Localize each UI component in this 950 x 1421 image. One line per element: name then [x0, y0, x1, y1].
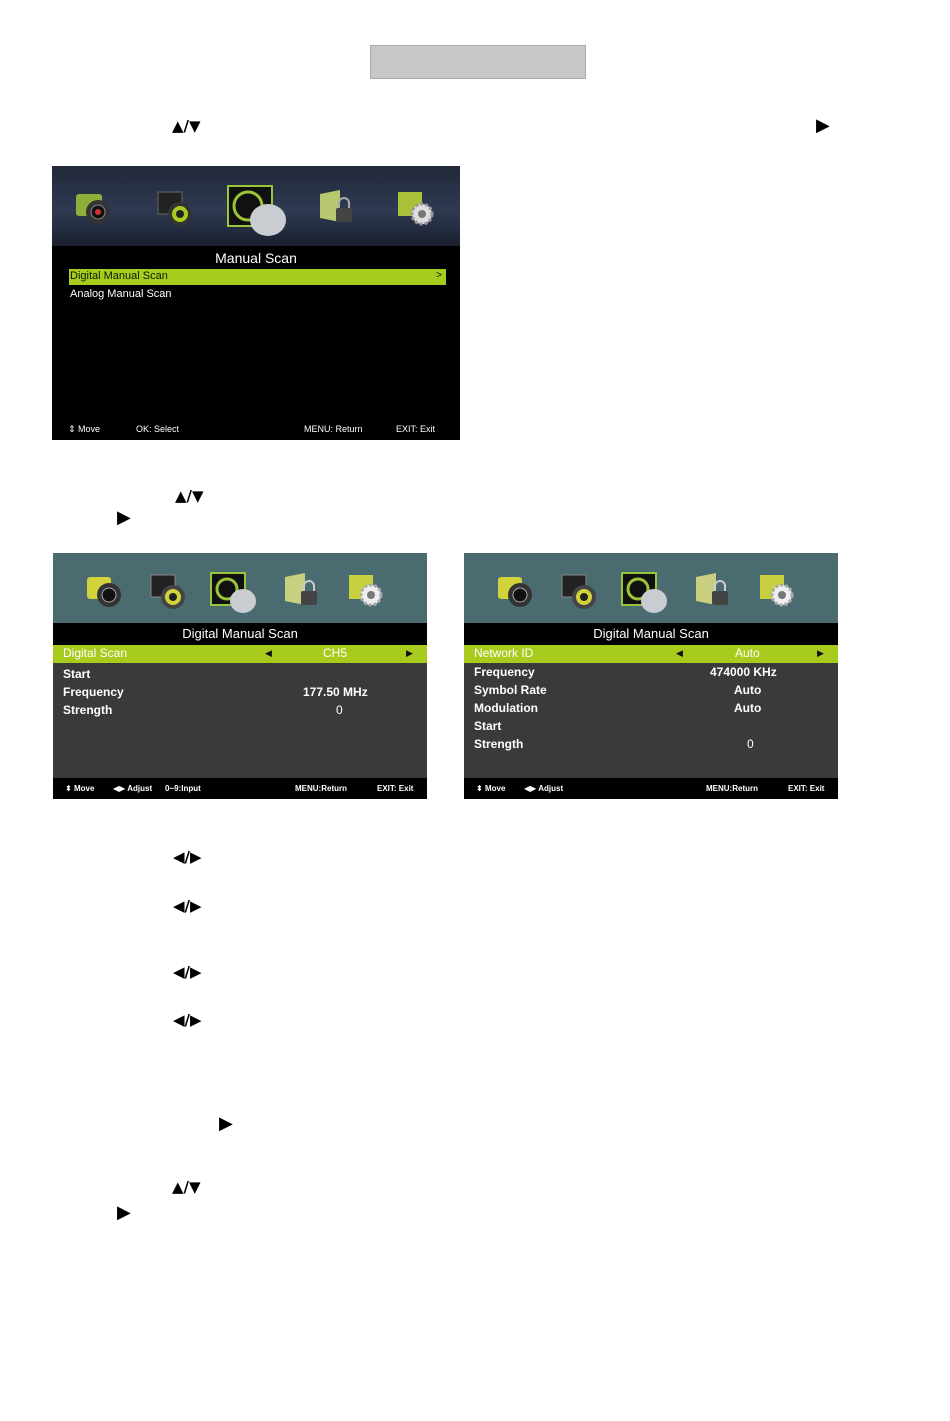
sound-icon[interactable] — [156, 188, 196, 228]
setup-icon[interactable] — [396, 188, 436, 228]
picture-icon[interactable] — [74, 188, 114, 228]
exit-hint: EXIT: Exit — [396, 424, 436, 434]
menu-icon-bar — [52, 166, 460, 246]
menu-icon-bar — [464, 553, 838, 623]
up-down-arrows-icon: ▲/▼ — [172, 1178, 201, 1196]
adjust-hint: ◀▶ Adjust — [524, 784, 564, 793]
settings-panel — [53, 663, 427, 778]
strength-label: Strength — [474, 737, 524, 751]
page-title: Digital Manual Scan — [593, 626, 709, 641]
right-arrow-icon: ▶ — [219, 1113, 233, 1134]
exit-hint: EXIT: Exit — [377, 784, 414, 793]
channel-icon[interactable] — [226, 180, 288, 238]
network-id-selector[interactable] — [464, 645, 838, 663]
chevron-right-icon: > — [436, 270, 442, 281]
menu-item-analog-manual-scan[interactable]: Analog Manual Scan — [70, 288, 172, 300]
start-row[interactable]: Start — [63, 667, 91, 681]
strength-label: Strength — [63, 703, 113, 717]
right-arrow-icon: ▶ — [117, 507, 131, 528]
frequency-label: Frequency — [63, 685, 124, 699]
selector-label: Network ID — [474, 646, 534, 660]
strength-value: 0 — [336, 703, 343, 717]
sound-icon[interactable] — [149, 571, 189, 611]
setup-icon[interactable] — [758, 571, 798, 611]
lock-icon[interactable] — [316, 188, 356, 228]
symbol-rate-label: Symbol Rate — [474, 683, 547, 697]
page-title: Manual Scan — [215, 250, 297, 266]
symbol-rate-value[interactable]: Auto — [734, 683, 762, 697]
strength-value: 0 — [747, 737, 754, 751]
channel-icon[interactable] — [620, 569, 670, 615]
arrow-left-icon[interactable]: ◀ — [676, 648, 683, 658]
arrow-right-icon[interactable]: ▶ — [406, 648, 413, 658]
menu-item-label: Digital Manual Scan — [70, 270, 168, 282]
up-down-arrows-icon: ▲/▼ — [172, 117, 201, 135]
exit-hint: EXIT: Exit — [788, 784, 825, 793]
selector-label: Digital Scan — [63, 646, 128, 660]
move-hint: ⇕ Move — [68, 424, 101, 434]
adjust-hint: ◀▶ Adjust — [113, 784, 153, 793]
setup-icon[interactable] — [347, 571, 387, 611]
digital-scan-channel-selector[interactable] — [53, 645, 427, 663]
left-right-arrows-icon: ◀/▶ — [173, 1011, 202, 1029]
menu-item-digital-manual-scan[interactable] — [69, 269, 446, 285]
page-title: Digital Manual Scan — [182, 626, 298, 641]
digital-manual-scan-screen-network — [464, 553, 838, 799]
menu-icon-bar — [53, 553, 427, 623]
move-hint: ⬍ Move — [476, 784, 506, 793]
right-arrow-icon: ▶ — [816, 115, 830, 136]
left-right-arrows-icon: ◀/▶ — [173, 897, 202, 915]
select-hint: OK: Select — [136, 424, 180, 434]
lock-icon[interactable] — [281, 571, 321, 611]
move-hint: ⬍ Move — [65, 784, 95, 793]
picture-icon[interactable] — [496, 571, 536, 611]
modulation-label: Modulation — [474, 701, 538, 715]
selector-value: CH5 — [323, 646, 348, 660]
lock-icon[interactable] — [692, 571, 732, 611]
up-down-arrows-icon: ▲/▼ — [175, 487, 204, 505]
left-right-arrows-icon: ◀/▶ — [173, 963, 202, 981]
start-row[interactable]: Start — [474, 719, 502, 733]
selector-value: Auto — [735, 646, 760, 660]
settings-panel — [464, 663, 838, 778]
right-arrow-icon: ▶ — [117, 1202, 131, 1223]
frequency-value: 177.50 MHz — [303, 685, 368, 699]
channel-icon[interactable] — [209, 569, 259, 615]
manual-scan-screen — [52, 166, 460, 440]
digital-manual-scan-screen-ch — [53, 553, 427, 799]
sound-icon[interactable] — [560, 571, 600, 611]
section-header-bar — [370, 45, 586, 79]
frequency-label: Frequency — [474, 665, 535, 679]
arrow-right-icon[interactable]: ▶ — [817, 648, 824, 658]
return-hint: MENU:Return — [706, 784, 758, 793]
arrow-left-icon[interactable]: ◀ — [265, 648, 272, 658]
input-hint: 0~9:Input — [165, 784, 201, 793]
return-hint: MENU:Return — [295, 784, 347, 793]
modulation-value[interactable]: Auto — [734, 701, 762, 715]
picture-icon[interactable] — [85, 571, 125, 611]
frequency-value[interactable]: 474000 KHz — [710, 665, 777, 679]
return-hint: MENU: Return — [304, 424, 363, 434]
left-right-arrows-icon: ◀/▶ — [173, 848, 202, 866]
